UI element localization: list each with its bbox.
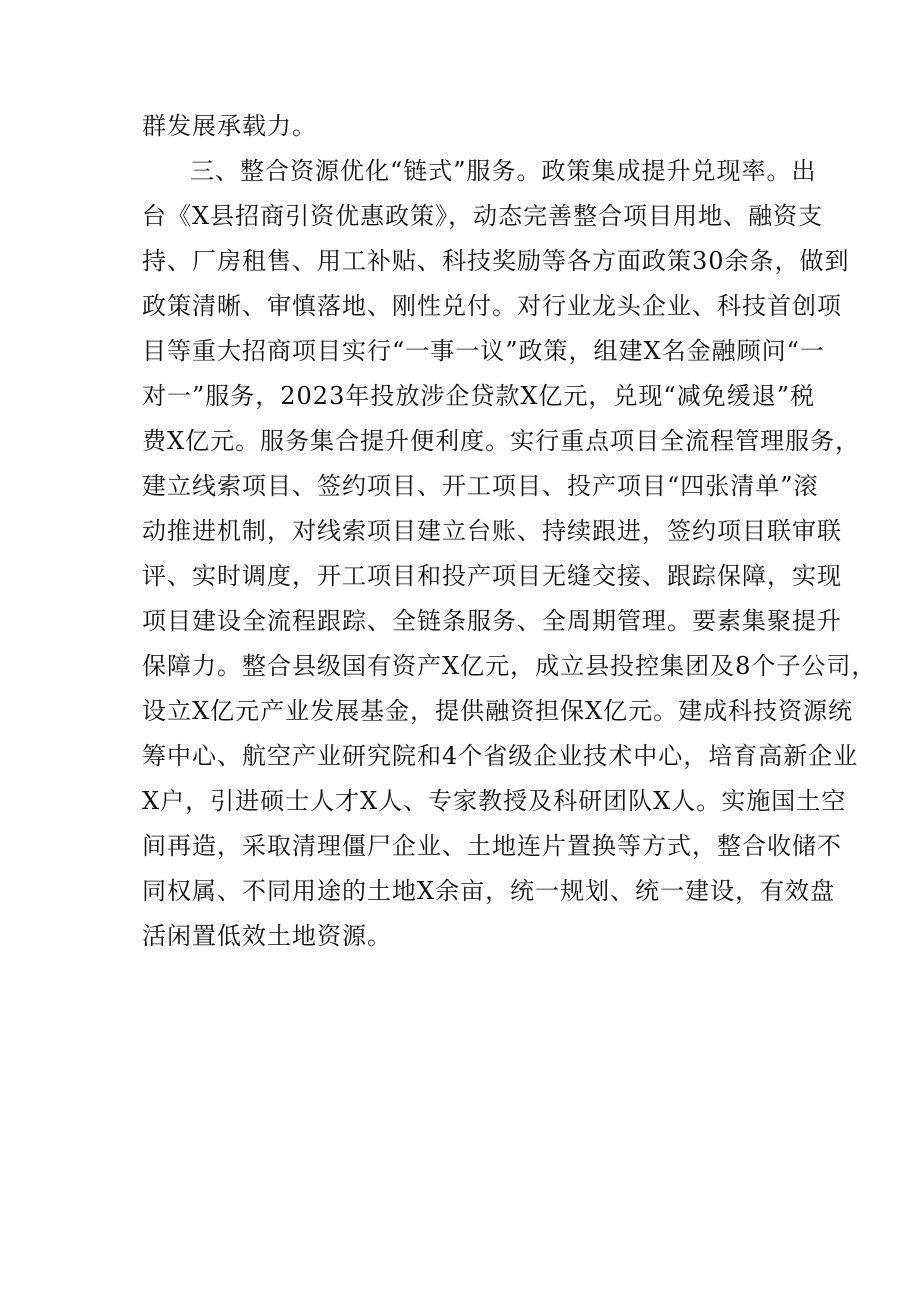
text-line: 动推进机制，对线索项目建立台账、持续跟进，签约项目联审联 (142, 517, 842, 545)
text-line: 目等重大招商项目实行“一事一议”政策，组建X名金融顾问“一 (142, 337, 825, 365)
text-line: 建立线索项目、签约项目、开工项目、投产项目“四张清单”滚 (142, 472, 819, 500)
text-line: 活闲置低效土地资源。 (142, 922, 392, 950)
text-line: 费X亿元。服务集合提升便利度。实行重点项目全流程管理服务， (142, 427, 861, 455)
text-line: 政策清晰、审慎落地、刚性兑付。对行业龙头企业、科技首创项 (142, 292, 842, 320)
text-line: 对一”服务，2023年投放涉企贷款X亿元，兑现“减免缓退”税 (142, 382, 815, 410)
text-line: 群发展承载力。 (142, 112, 317, 140)
text-line: 持、厂房租售、用工补贴、科技奖励等各方面政策30余条，做到 (142, 247, 850, 275)
text-line: 保障力。整合县级国有资产X亿元，成立县投控集团及8个子公司， (142, 652, 877, 680)
document-body (142, 104, 877, 959)
text-line: 间再造，采取清理僵尸企业、土地连片置换等方式，整合收储不 (142, 832, 842, 860)
text-line: 同权属、不同用途的土地X余亩，统一规划、统一建设，有效盘 (142, 877, 836, 905)
text-line: 台《X县招商引资优惠政策》，动态完善整合项目用地、融资支 (142, 202, 824, 230)
text-line: 筹中心、航空产业研究院和4个省级企业技术中心，培育高新企业 (142, 742, 859, 770)
text-line-paragraph-start: 三、整合资源优化“链式”服务。政策集成提升兑现率。出 (190, 157, 817, 185)
text-line: 评、实时调度，开工项目和投产项目无缝交接、跟踪保障，实现 (142, 562, 842, 590)
text-line: 项目建设全流程跟踪、全链条服务、全周期管理。要素集聚提升 (142, 607, 842, 635)
text-line: 设立X亿元产业发展基金，提供融资担保X亿元。建成科技资源统 (142, 697, 854, 725)
text-line: X户，引进硕士人才X人、专家教授及科研团队X人。实施国土空 (142, 787, 847, 815)
